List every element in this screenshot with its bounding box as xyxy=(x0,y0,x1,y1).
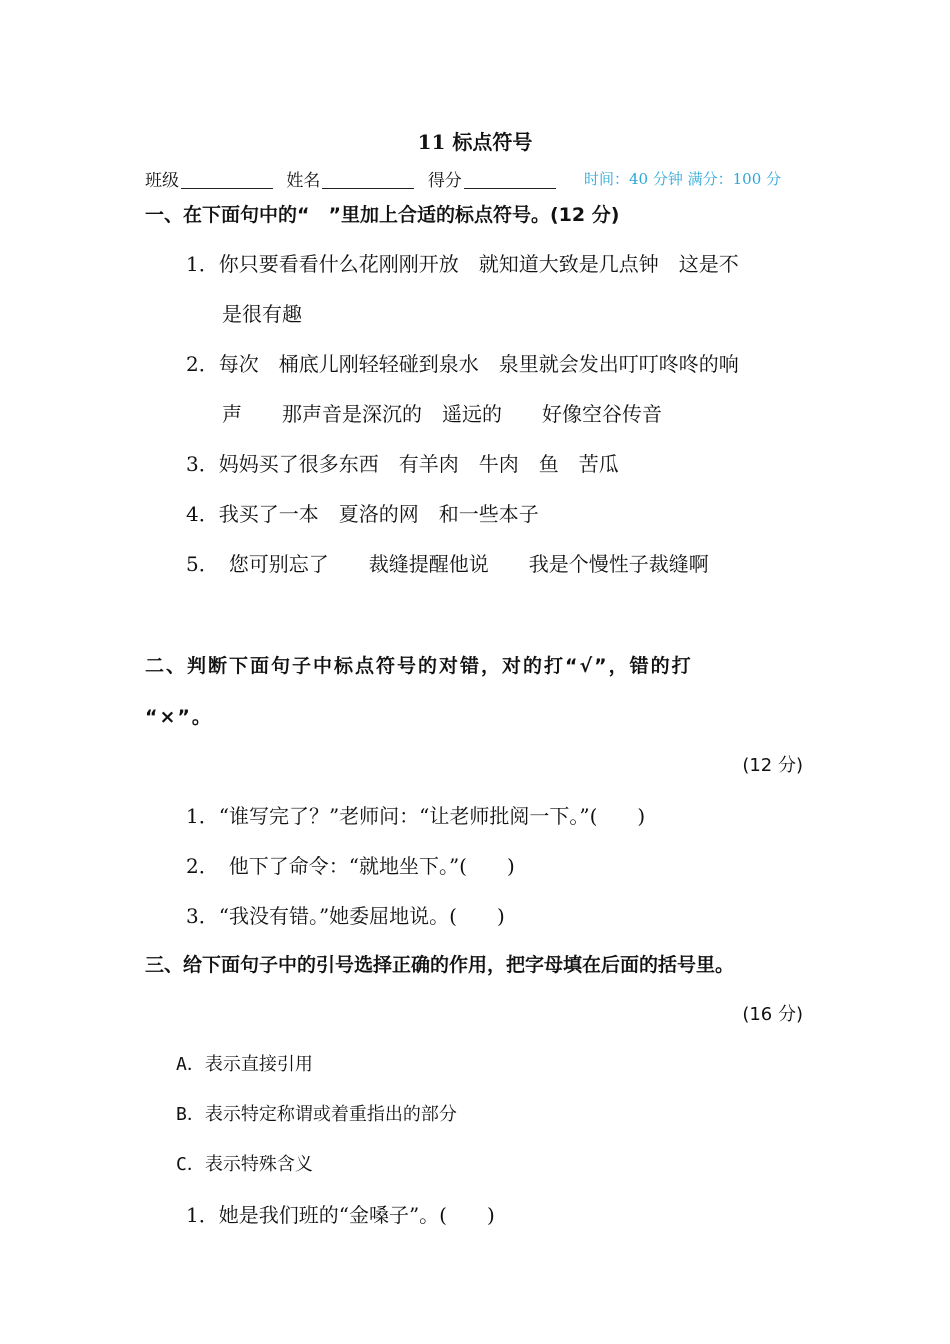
score-label: 得分 xyxy=(427,171,462,191)
section2-score: (12 分) xyxy=(742,755,803,776)
section2-heading: 二、判断下面句子中标点符号的对错，对的打“√”，错的打 xyxy=(145,655,693,677)
page-title: 11 标点符号 xyxy=(417,130,533,154)
section3-heading: 三、给下面句子中的引号选择正确的作用，把字母填在后面的括号里。 xyxy=(145,954,735,976)
section2-heading-cont: “×”。 xyxy=(145,706,213,728)
section2-item-2: 2． 他下了命令：“就地坐下。”( ) xyxy=(186,854,515,878)
section1-item-2-cont: 声 那声音是深沉的 遥远的 好像空谷传音 xyxy=(222,402,662,426)
section1-item-1-cont: 是很有趣 xyxy=(222,302,302,326)
class-blank[interactable] xyxy=(181,170,273,189)
section1-item-4: 4．我买了一本 夏洛的网 和一些本子 xyxy=(186,502,539,526)
name-label: 姓名 xyxy=(286,171,321,191)
section1-item-3: 3．妈妈买了很多东西 有羊肉 牛肉 鱼 苦瓜 xyxy=(186,452,619,476)
section2-item-1: 1．“谁写完了？”老师问：“让老师批阅一下。”( ) xyxy=(186,804,646,828)
section3-option-a: A．表示直接引用 xyxy=(176,1054,313,1075)
section3-option-b: B．表示特定称谓或着重指出的部分 xyxy=(176,1104,457,1125)
section3-item-1: 1．她是我们班的“金嗓子”。( ) xyxy=(186,1203,495,1227)
section3-score: (16 分) xyxy=(742,1004,803,1025)
section1-heading: 一、在下面句中的“ ”里加上合适的标点符号。(12 分) xyxy=(145,204,620,226)
class-label: 班级 xyxy=(145,171,179,191)
section1-item-1: 1．你只要看看什么花刚刚开放 就知道大致是几点钟 这是不 xyxy=(186,252,739,276)
student-info-row xyxy=(145,166,564,191)
section1-item-5: 5． 您可别忘了 裁缝提醒他说 我是个慢性子裁缝啊 xyxy=(186,552,709,576)
section3-option-c: C．表示特殊含义 xyxy=(176,1154,313,1175)
section1-item-2: 2．每次 桶底儿刚轻轻碰到泉水 泉里就会发出叮叮咚咚的响 xyxy=(186,352,739,376)
section2-item-3: 3．“我没有错。”她委屈地说。( ) xyxy=(186,904,505,928)
name-blank[interactable] xyxy=(322,170,414,189)
time-limit-info: 时间：40 分钟 满分：100 分 xyxy=(584,170,782,188)
score-blank[interactable] xyxy=(464,170,556,189)
